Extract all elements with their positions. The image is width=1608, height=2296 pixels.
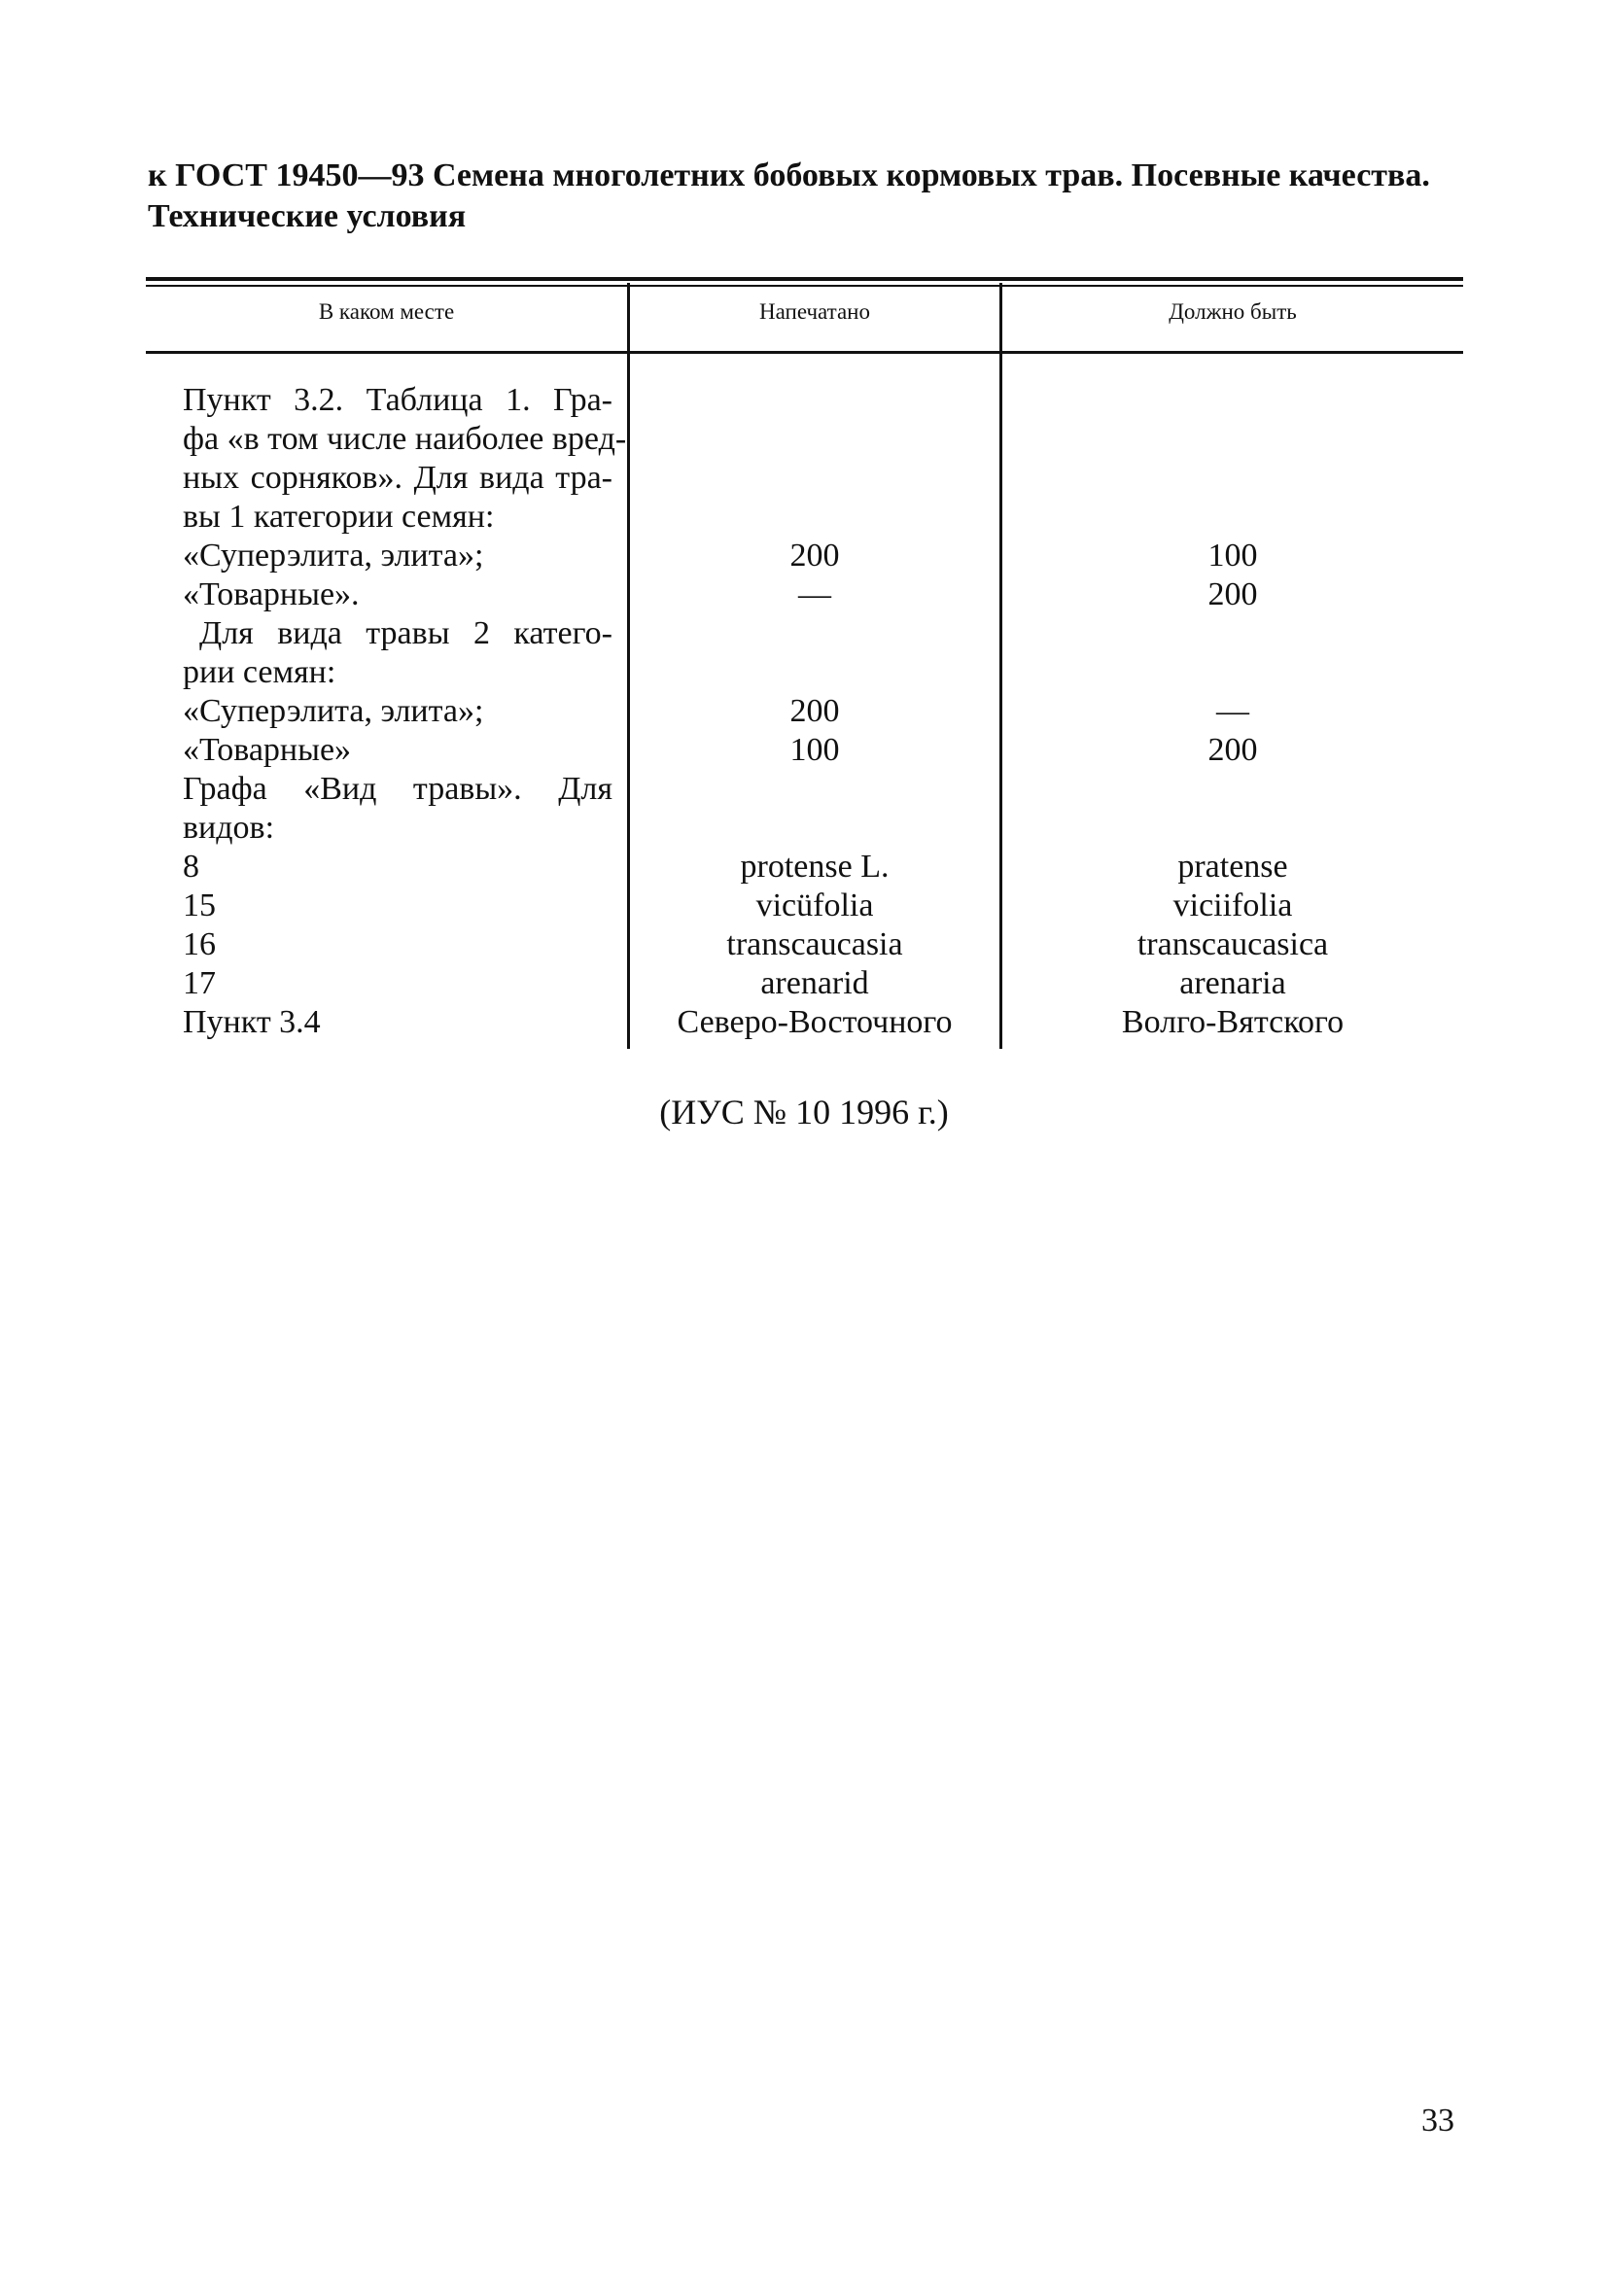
- document-title: [148, 156, 1470, 237]
- table-top-rule-thin: [146, 285, 1463, 287]
- printed-value: —: [798, 576, 831, 612]
- place-line: фа «в том числе наиболее вред-: [183, 421, 627, 457]
- should-be-value: Волго-Вятского: [1121, 1004, 1345, 1040]
- should-be-value: 200: [1207, 576, 1258, 612]
- should-be-value: 100: [1207, 538, 1258, 574]
- should-be-value: viciifolia: [1172, 887, 1293, 923]
- place-line: Для вида травы 2 катего-: [199, 615, 612, 651]
- place-line: «Товарные»: [183, 732, 352, 768]
- page-number: 33: [1421, 2103, 1454, 2139]
- place-line: видов:: [183, 810, 275, 846]
- place-line: 15: [183, 887, 216, 923]
- title-line-1: к ГОСТ 19450—93 Семена многолетних бобовых кормовых трав. Посевные качества.: [148, 157, 1430, 193]
- column-header-printed: Напечатано: [759, 299, 870, 324]
- printed-value: 200: [789, 538, 840, 574]
- place-line: «Суперэлита, элита»;: [183, 693, 484, 729]
- should-be-value: 200: [1207, 732, 1258, 768]
- table-top-rule: [146, 277, 1463, 281]
- place-line: Пункт 3.2. Таблица 1. Гра-: [183, 382, 612, 418]
- column-header-where: В каком месте: [318, 299, 455, 324]
- printed-value: arenarid: [760, 965, 869, 1001]
- place-line: 8: [183, 849, 199, 885]
- place-line: Пункт 3.4: [183, 1004, 321, 1040]
- place-line: Графа «Вид травы». Для: [183, 771, 612, 807]
- place-line: «Товарные».: [183, 576, 360, 612]
- place-line: «Суперэлита, элита»;: [183, 538, 484, 574]
- printed-value: vicüfolia: [755, 887, 874, 923]
- printed-value: Северо-Восточного: [677, 1004, 953, 1040]
- place-line: вы 1 категории семян:: [183, 499, 495, 535]
- place-line: ных сорняков». Для вида тра-: [183, 460, 612, 496]
- should-be-value: —: [1216, 693, 1249, 729]
- should-be-value: pratense: [1177, 849, 1288, 885]
- source-note: (ИУС № 10 1996 г.): [659, 1093, 949, 1131]
- printed-value: transcaucasia: [726, 926, 903, 962]
- column-header-should-be: Должно быть: [1169, 299, 1297, 324]
- printed-value: 100: [789, 732, 840, 768]
- printed-value: protense L.: [740, 849, 890, 885]
- should-be-value: transcaucasica: [1136, 926, 1329, 962]
- place-line: рии семян:: [183, 654, 336, 690]
- place-line: 17: [183, 965, 216, 1001]
- place-line: 16: [183, 926, 216, 962]
- printed-value: 200: [789, 693, 840, 729]
- title-line-2: Технические условия: [148, 198, 467, 234]
- should-be-value: arenaria: [1179, 965, 1286, 1001]
- table-header-rule: [146, 351, 1463, 354]
